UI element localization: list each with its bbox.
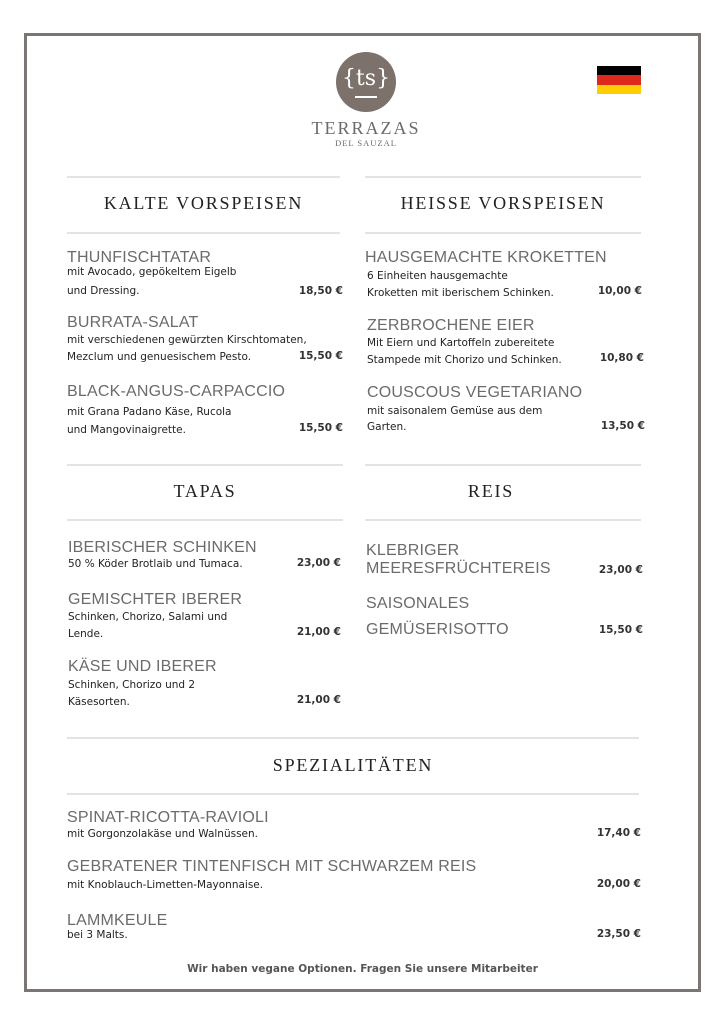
item-name: GEMÜSERISOTTO <box>366 621 509 638</box>
item-desc: mit Avocado, gepökeltem Eigelb <box>67 266 237 278</box>
item-desc: mit Knoblauch-Limetten-Mayonnaise. <box>67 879 264 891</box>
item-desc: und Dressing. <box>67 285 140 297</box>
item-name: LAMMKEULE <box>67 912 168 929</box>
divider <box>67 737 639 739</box>
item-desc: mit Grana Padano Käse, Rucola <box>67 406 232 418</box>
item-price: 23,00 € <box>598 564 643 576</box>
item-name: GEMISCHTER IBERER <box>68 591 243 608</box>
section-title-reis: REIS <box>467 481 515 501</box>
item-price: 10,00 € <box>597 285 642 297</box>
item-name: KLEBRIGER <box>366 542 460 559</box>
divider <box>365 464 641 466</box>
divider <box>67 793 639 795</box>
german-flag-icon[interactable] <box>597 66 641 94</box>
item-desc: 50 % Köder Brotlaib und Tumaca. <box>68 558 243 570</box>
section-title-heisse: HEISSE VORSPEISEN <box>400 193 606 213</box>
item-name: BLACK-ANGUS-CARPACCIO <box>67 383 286 400</box>
item-price: 23,50 € <box>596 928 641 940</box>
footer-note: Wir haben vegane Optionen. Fragen Sie unsere Mitarbeiter <box>187 963 538 975</box>
divider <box>67 519 343 521</box>
item-desc: mit Gorgonzolakäse und Walnüssen. <box>67 828 258 840</box>
item-name: KÄSE UND IBERER <box>68 658 217 675</box>
item-desc: Kroketten mit iberischem Schinken. <box>367 287 554 299</box>
item-price: 15,50 € <box>298 350 343 362</box>
item-desc: Mit Eiern und Kartoffeln zubereitete <box>367 337 555 349</box>
divider <box>365 232 641 234</box>
item-name: GEBRATENER TINTENFISCH MIT SCHWARZEM REIS <box>67 858 477 875</box>
item-desc: mit verschiedenen gewürzten Kirschtomaten, <box>67 334 307 346</box>
item-price: 10,80 € <box>599 352 644 364</box>
item-desc: Garten. <box>367 421 407 433</box>
item-desc: Mezclum und genuesischem Pesto. <box>67 351 252 363</box>
logo: {ts} <box>336 52 396 112</box>
divider <box>67 232 340 234</box>
item-desc: 6 Einheiten hausgemachte <box>367 270 508 282</box>
item-price: 20,00 € <box>596 878 641 890</box>
item-desc: mit saisonalem Gemüse aus dem <box>367 405 543 417</box>
item-name: IBERISCHER SCHINKEN <box>68 539 257 556</box>
section-title-spezial: SPEZIALITÄTEN <box>272 755 434 775</box>
item-name: HAUSGEMACHTE KROKETTEN <box>365 249 607 266</box>
section-title-tapas: TAPAS <box>173 481 237 501</box>
item-price: 23,00 € <box>296 557 341 569</box>
item-name: COUSCOUS VEGETARIANO <box>367 384 583 401</box>
item-price: 21,00 € <box>296 626 341 638</box>
divider <box>365 176 641 178</box>
item-desc: Schinken, Chorizo und 2 <box>68 679 196 691</box>
item-price: 18,50 € <box>298 285 343 297</box>
item-name: MEERESFRÜCHTEREIS <box>366 560 551 577</box>
brand-name: TERRAZAS <box>311 118 421 138</box>
item-desc: und Mangovinaigrette. <box>67 424 186 436</box>
item-desc: bei 3 Malts. <box>67 929 128 941</box>
divider <box>67 176 340 178</box>
item-price: 15,50 € <box>598 624 643 636</box>
section-title-kalte: KALTE VORSPEISEN <box>103 193 304 213</box>
divider <box>365 519 641 521</box>
item-name: SPINAT-RICOTTA-RAVIOLI <box>67 809 269 826</box>
item-price: 21,00 € <box>296 694 341 706</box>
item-price: 13,50 € <box>600 420 645 432</box>
item-desc: Lende. <box>68 628 104 640</box>
item-price: 17,40 € <box>596 827 641 839</box>
item-name: SAISONALES <box>366 595 470 612</box>
brand-subtitle: DEL SAUZAL <box>335 138 397 148</box>
item-name: BURRATA-SALAT <box>67 314 199 331</box>
item-desc: Schinken, Chorizo, Salami und <box>68 611 228 623</box>
divider <box>67 464 343 466</box>
item-desc: Stampede mit Chorizo und Schinken. <box>367 354 562 366</box>
item-name: ZERBROCHENE EIER <box>367 317 535 334</box>
item-price: 15,50 € <box>298 422 343 434</box>
item-desc: Käsesorten. <box>68 696 130 708</box>
item-name: THUNFISCHTATAR <box>67 249 212 266</box>
